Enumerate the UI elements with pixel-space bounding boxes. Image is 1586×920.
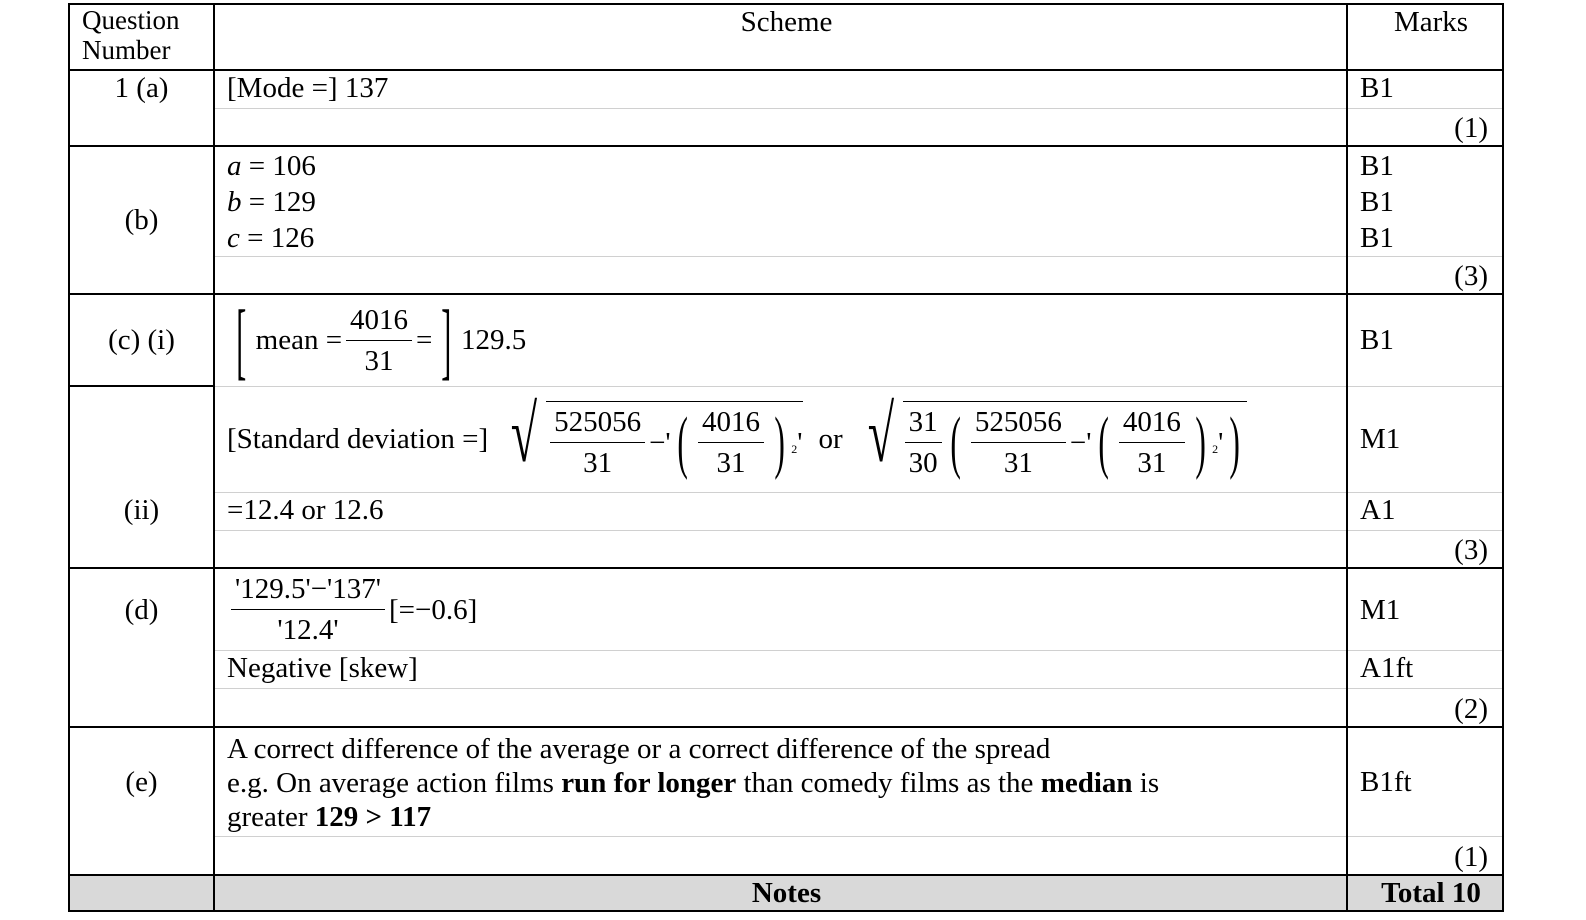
- mark-b-2: B1: [1360, 186, 1394, 218]
- sd-tick-2: ': [1218, 426, 1224, 459]
- label-d: [69, 568, 214, 727]
- mean-value: 129.5: [461, 324, 527, 357]
- sd-label: [Standard deviation =]: [227, 423, 489, 455]
- total-c: (3): [1347, 530, 1503, 568]
- sd2-frac-0: [905, 402, 942, 483]
- label-c-i-text: (c) (i): [108, 324, 175, 356]
- total-a: (1): [1347, 108, 1503, 146]
- row-c-i: [69, 294, 1503, 386]
- sd-square-2: 2: [1212, 441, 1219, 456]
- e-line-2-bold-2: median: [1040, 766, 1133, 799]
- root-body-2: [903, 401, 1247, 483]
- mean-expression: [227, 294, 527, 386]
- e-line-1: A correct difference of the average or a correct difference of the spread: [227, 732, 1051, 765]
- footer-blank: [69, 875, 214, 911]
- mark-d-m1: M1: [1347, 568, 1503, 651]
- b-line-a: [227, 149, 1346, 183]
- var-a: a: [227, 150, 242, 182]
- sd-expression: [227, 391, 1247, 483]
- row-a-total: [69, 108, 1503, 146]
- label-e-text: (e): [125, 765, 158, 798]
- sd2-den-2: 31: [1137, 447, 1167, 479]
- root-body-1: [546, 401, 802, 483]
- mark-d-a1ft: A1ft: [1347, 651, 1503, 689]
- label-c-ii: [69, 386, 214, 568]
- sd2-num-2: 4016: [1119, 402, 1185, 443]
- value-a: = 106: [241, 150, 316, 182]
- mean-equals: =: [416, 324, 433, 357]
- row-b-total: [69, 256, 1503, 294]
- paren-open-1: (: [677, 403, 688, 481]
- sd-result: =12.4 or 12.6: [214, 492, 1347, 530]
- paren-close-2: ): [1229, 403, 1241, 481]
- label-e: [69, 727, 214, 875]
- sd-tick-1: ': [797, 426, 803, 459]
- scheme-d-negative: Negative [skew]: [214, 651, 1347, 689]
- total-marks: Total 10: [1347, 875, 1503, 911]
- e-line-3-a: greater: [227, 800, 315, 833]
- mark-b-3: B1: [1360, 222, 1394, 254]
- scheme-header: Scheme: [214, 4, 1347, 70]
- row-e-total: [69, 837, 1503, 875]
- paren-close-1: ): [774, 403, 785, 481]
- scheme-c-ii: [214, 386, 1347, 492]
- row-b: [69, 146, 1503, 256]
- sd-frac-1: [550, 402, 645, 483]
- sd-den-2: 31: [716, 447, 746, 479]
- row-e: [69, 727, 1503, 837]
- sd2-num-1: 525056: [971, 402, 1066, 443]
- value-b: = 129: [241, 186, 316, 218]
- mean-fraction: [346, 300, 412, 381]
- row-c-ii: [69, 386, 1503, 492]
- sd-num-1: 525056: [550, 402, 645, 443]
- row-c-total: [69, 530, 1503, 568]
- label-d-text: (d): [124, 594, 159, 626]
- sd2-den-1: 31: [1003, 447, 1033, 479]
- e-line-2: [227, 766, 1346, 800]
- root-sign-1: √: [510, 391, 538, 479]
- sd-root-2: [859, 391, 1247, 483]
- e-line-2-bold-1: run for longer: [561, 766, 737, 799]
- scheme-a-mode: [Mode =] 137: [214, 70, 1347, 108]
- label-b-text: (b): [124, 204, 159, 236]
- mark-c-ii-a1: A1: [1347, 492, 1503, 530]
- scheme-e-blank: [214, 837, 1347, 875]
- sd2-den-0: 30: [908, 447, 938, 479]
- row-c-ii-result: [69, 492, 1503, 530]
- paren-close-3: ): [1195, 403, 1206, 481]
- sd-num-2: 4016: [698, 402, 764, 443]
- total-d: (2): [1347, 689, 1503, 727]
- sd-minus-2: −': [1069, 426, 1092, 459]
- scheme-a-blank: [214, 108, 1347, 146]
- e-line-2-c: than comedy films as the: [736, 766, 1041, 799]
- mark-b-1: B1: [1360, 150, 1394, 182]
- e-line-3: [227, 800, 1346, 834]
- scheme-e: [214, 727, 1347, 837]
- paren-open-2: (: [950, 403, 961, 481]
- label-b: [69, 146, 214, 294]
- skew-expression: [227, 569, 477, 650]
- mean-denominator: 31: [364, 344, 394, 377]
- row-a: [69, 70, 1503, 108]
- left-bracket: [: [236, 294, 247, 386]
- sd2-num-0: 31: [905, 402, 942, 443]
- mark-c-ii-m1: M1: [1347, 386, 1503, 492]
- scheme-b: [214, 146, 1347, 256]
- sd-minus-1: −': [649, 426, 671, 459]
- mark-scheme-table: [68, 3, 1504, 912]
- e-line-2-e: is: [1132, 766, 1160, 799]
- paren-open-3: (: [1097, 403, 1109, 481]
- var-b: b: [227, 186, 242, 218]
- sd-den-1: 31: [583, 447, 613, 479]
- scheme-d: [214, 568, 1347, 651]
- mark-scheme: [68, 3, 1502, 909]
- question-number-header: Question Number: [69, 4, 214, 70]
- total-e: (1): [1347, 837, 1503, 875]
- row-d-2: [69, 651, 1503, 689]
- value-c: = 126: [239, 222, 315, 254]
- marks-b: [1347, 146, 1503, 256]
- scheme-c-i: [214, 294, 1347, 386]
- label-c-ii-text: (ii): [123, 494, 160, 526]
- marks-header: Marks: [1347, 4, 1503, 70]
- mark-a-b1: B1: [1347, 70, 1503, 108]
- skew-value: [=−0.6]: [389, 593, 478, 626]
- notes-label: Notes: [214, 875, 1347, 911]
- header-row: [69, 4, 1503, 70]
- row-d-total: [69, 689, 1503, 727]
- right-bracket: ]: [441, 294, 452, 386]
- sd-square-1: 2: [791, 441, 798, 456]
- root-sign-2: √: [867, 391, 894, 479]
- skew-denominator: '12.4': [277, 614, 339, 646]
- var-c: c: [227, 222, 240, 254]
- sd-root-1: [502, 391, 803, 483]
- scheme-c-blank: [214, 530, 1347, 568]
- sd2-frac-2: [1119, 402, 1185, 483]
- sd2-frac-1: [971, 402, 1066, 483]
- skew-numerator: '129.5'−'137': [231, 569, 385, 610]
- scheme-d-blank: [214, 689, 1347, 727]
- sd-frac-2: [698, 402, 764, 483]
- b-line-b: [227, 185, 1346, 219]
- footer-row: [69, 875, 1503, 911]
- e-line-2-a: e.g. On average action films: [227, 766, 562, 799]
- skew-fraction: [231, 569, 385, 650]
- e-line-3-bold: 129 > 117: [314, 800, 432, 833]
- scheme-b-blank: [214, 256, 1347, 294]
- mark-c-i: B1: [1347, 294, 1503, 386]
- b-line-c: [227, 221, 1346, 255]
- row-d: [69, 568, 1503, 651]
- label-c-i: [69, 294, 214, 386]
- mean-word: mean =: [255, 324, 343, 357]
- label-a: 1 (a): [69, 70, 214, 146]
- total-b: (3): [1347, 256, 1503, 294]
- sd-or: or: [818, 423, 843, 455]
- mean-numerator: 4016: [346, 300, 412, 341]
- mark-e-b1ft: B1ft: [1347, 727, 1503, 837]
